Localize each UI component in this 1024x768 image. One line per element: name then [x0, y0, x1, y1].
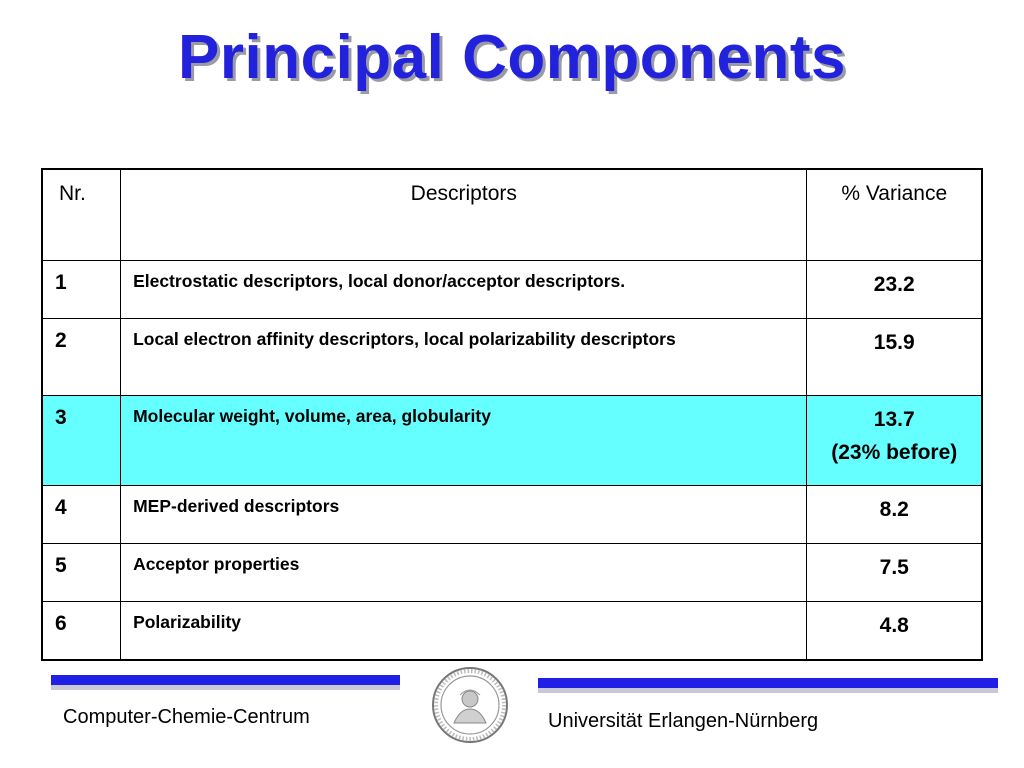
variance-value: 15.9 [873, 331, 915, 354]
row-nr: 6 [42, 602, 121, 661]
table-row [42, 544, 982, 602]
table-row-highlighted [42, 396, 982, 486]
row-descriptors: Electrostatic descriptors, local donor/acceptor descriptors. [121, 261, 807, 319]
row-variance [807, 602, 982, 661]
table-header-row [42, 169, 982, 261]
principal-components-table [41, 168, 983, 661]
row-descriptors: MEP-derived descriptors [121, 486, 807, 544]
row-variance [807, 261, 982, 319]
row-nr: 1 [42, 261, 121, 319]
header-variance: % Variance [807, 169, 982, 261]
variance-note: (23% before) [831, 441, 958, 464]
row-descriptors: Local electron affinity descriptors, local polarizability descriptors [121, 319, 807, 396]
row-nr: 5 [42, 544, 121, 602]
row-descriptors: Molecular weight, volume, area, globularity [121, 396, 807, 486]
header-descriptors: Descriptors [121, 169, 807, 261]
university-seal-icon [430, 665, 510, 745]
variance-value: 8.2 [879, 498, 909, 521]
variance-value: 7.5 [879, 556, 909, 579]
row-nr: 4 [42, 486, 121, 544]
row-variance [807, 486, 982, 544]
table-row [42, 319, 982, 396]
slide-title: Principal Components [178, 23, 846, 92]
footer-right-text: Universität Erlangen-Nürnberg [548, 710, 819, 732]
row-variance [807, 319, 982, 396]
row-variance [807, 396, 982, 486]
row-nr: 3 [42, 396, 121, 486]
variance-value: 4.8 [879, 614, 909, 637]
row-variance [807, 544, 982, 602]
row-descriptors: Polarizability [121, 602, 807, 661]
header-nr: Nr. [42, 169, 121, 261]
table-row [42, 602, 982, 661]
variance-value: 13.7 [873, 408, 915, 431]
footer-bar-right [538, 678, 998, 688]
row-descriptors: Acceptor properties [121, 544, 807, 602]
table-row [42, 486, 982, 544]
footer-left-text: Computer-Chemie-Centrum [63, 706, 310, 728]
table-row [42, 261, 982, 319]
variance-value: 23.2 [873, 273, 915, 296]
footer-bar-left [51, 675, 400, 685]
row-nr: 2 [42, 319, 121, 396]
